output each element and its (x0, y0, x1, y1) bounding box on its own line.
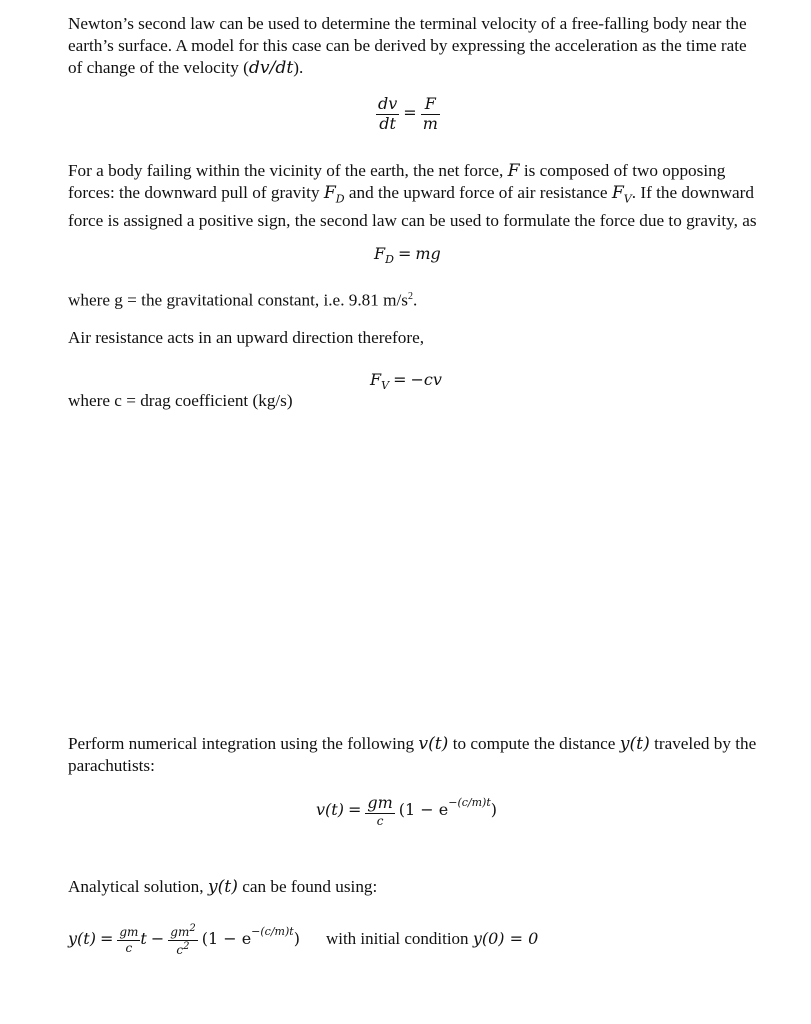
gravity-constant-text: where g = the gravitational constant, i.e. 9.81 m/s (68, 290, 408, 310)
analytical-end: can be found using: (237, 877, 378, 896)
fd-inline-base: F (323, 183, 336, 203)
gravity-constant-end: . (413, 290, 418, 310)
intro-text: Newton’s second law can be used to determine the terminal velocity of a free-falling body near the earth’s surface. A model for this case can be derived by expressing the acceleration as the time rate of change of the velocity ( (68, 14, 747, 77)
forces-text-b: is composed of two opposing forces: the downward pull of gravity (68, 161, 726, 202)
fraction-dv-dt (376, 96, 399, 133)
fd-inline-sub: D (335, 192, 345, 206)
forces-text-c: and the upward force of air resistance (344, 183, 612, 202)
y-t-inline: y(t) (207, 877, 238, 897)
v-t-inline: v(t) (418, 734, 449, 754)
minus-cv-term: −cv (410, 370, 442, 389)
equation-distance (68, 924, 538, 956)
denominator-sup: 2 (183, 940, 190, 952)
one-minus-e: (1 − e (398, 799, 449, 819)
equals-sign: = (397, 244, 412, 263)
exponent: −(c/m)t (251, 924, 294, 938)
numerator-sup: 2 (189, 923, 196, 934)
initial-condition-text: with initial condition (325, 928, 473, 948)
denominator-dt: dt (379, 113, 396, 133)
y-t: y(t) (68, 928, 96, 948)
fraction-gm-c (117, 926, 140, 954)
fraction-gm-c (365, 795, 394, 827)
equals-sign: = (99, 928, 114, 948)
equation-velocity (316, 795, 497, 827)
equation-newton (376, 96, 440, 133)
close-paren: ) (490, 799, 498, 819)
minus-sign: − (150, 928, 165, 948)
fv-base: F (370, 370, 382, 389)
equation-air-resistance (370, 370, 442, 392)
numerator-dv: dv (378, 94, 398, 113)
y-t-inline: y(t) (619, 734, 650, 754)
fraction-F-m (421, 96, 440, 133)
equation-gravity (374, 244, 441, 266)
paragraph-analytical (68, 876, 758, 898)
fv-inline-sub: V (623, 192, 632, 206)
denominator-c2: c (176, 942, 184, 957)
paragraph-gravity-constant (68, 286, 758, 312)
numerator-gm: gm (367, 793, 393, 812)
equals-sign: = (393, 370, 407, 389)
equals-sign: = (347, 799, 362, 819)
numerator-gm2: gm (170, 925, 190, 939)
integration-text-b: to compute the distance (448, 734, 620, 753)
fd-base: F (374, 244, 386, 263)
paragraph-integration (68, 733, 758, 777)
t-term: t (140, 928, 147, 948)
numerator-F: F (421, 96, 440, 115)
paragraph-forces (68, 160, 758, 232)
analytical-text: Analytical solution, (68, 877, 208, 896)
fv-inline-base: F (611, 183, 624, 203)
squared-sup: 2 (408, 291, 413, 302)
forces-text-a: For a body failing within the vicinity of the earth, the net force, (68, 161, 508, 180)
denominator-m: m (422, 113, 438, 133)
one-minus-e: (1 − e (201, 928, 252, 948)
equals-sign: = (403, 102, 417, 122)
integration-text-a: Perform numerical integration using the following (68, 734, 419, 753)
close-paren: ) (293, 928, 300, 948)
integration-text-c: traveled by the parachutists: (68, 734, 757, 775)
numerator-gm: gm (119, 925, 139, 939)
forces-text-d: . If the downward force is assigned a positive sign, the second law can be used to formulate the force due to gravity, as (68, 183, 757, 231)
fraction-gm2-c2 (168, 924, 197, 956)
paragraph-intro (68, 13, 758, 79)
denominator-c: c (376, 813, 384, 828)
net-force-symbol: F (507, 161, 520, 181)
paragraph-drag: where c = drag coefficient (kg/s) (68, 391, 293, 410)
fd-sub: D (385, 253, 394, 267)
initial-condition: y(0) = 0 (472, 928, 539, 948)
exponent: −(c/m)t (448, 795, 491, 809)
mg-term: mg (415, 244, 441, 263)
intro-end: ). (293, 58, 304, 77)
dv-dt-inline: dv/dt (248, 58, 294, 78)
fv-sub: V (381, 379, 390, 393)
denominator-c: c (125, 940, 133, 955)
paragraph-air-resistance: Air resistance acts in an upward direction therefore, (68, 328, 425, 347)
v-t: v(t) (316, 799, 344, 819)
